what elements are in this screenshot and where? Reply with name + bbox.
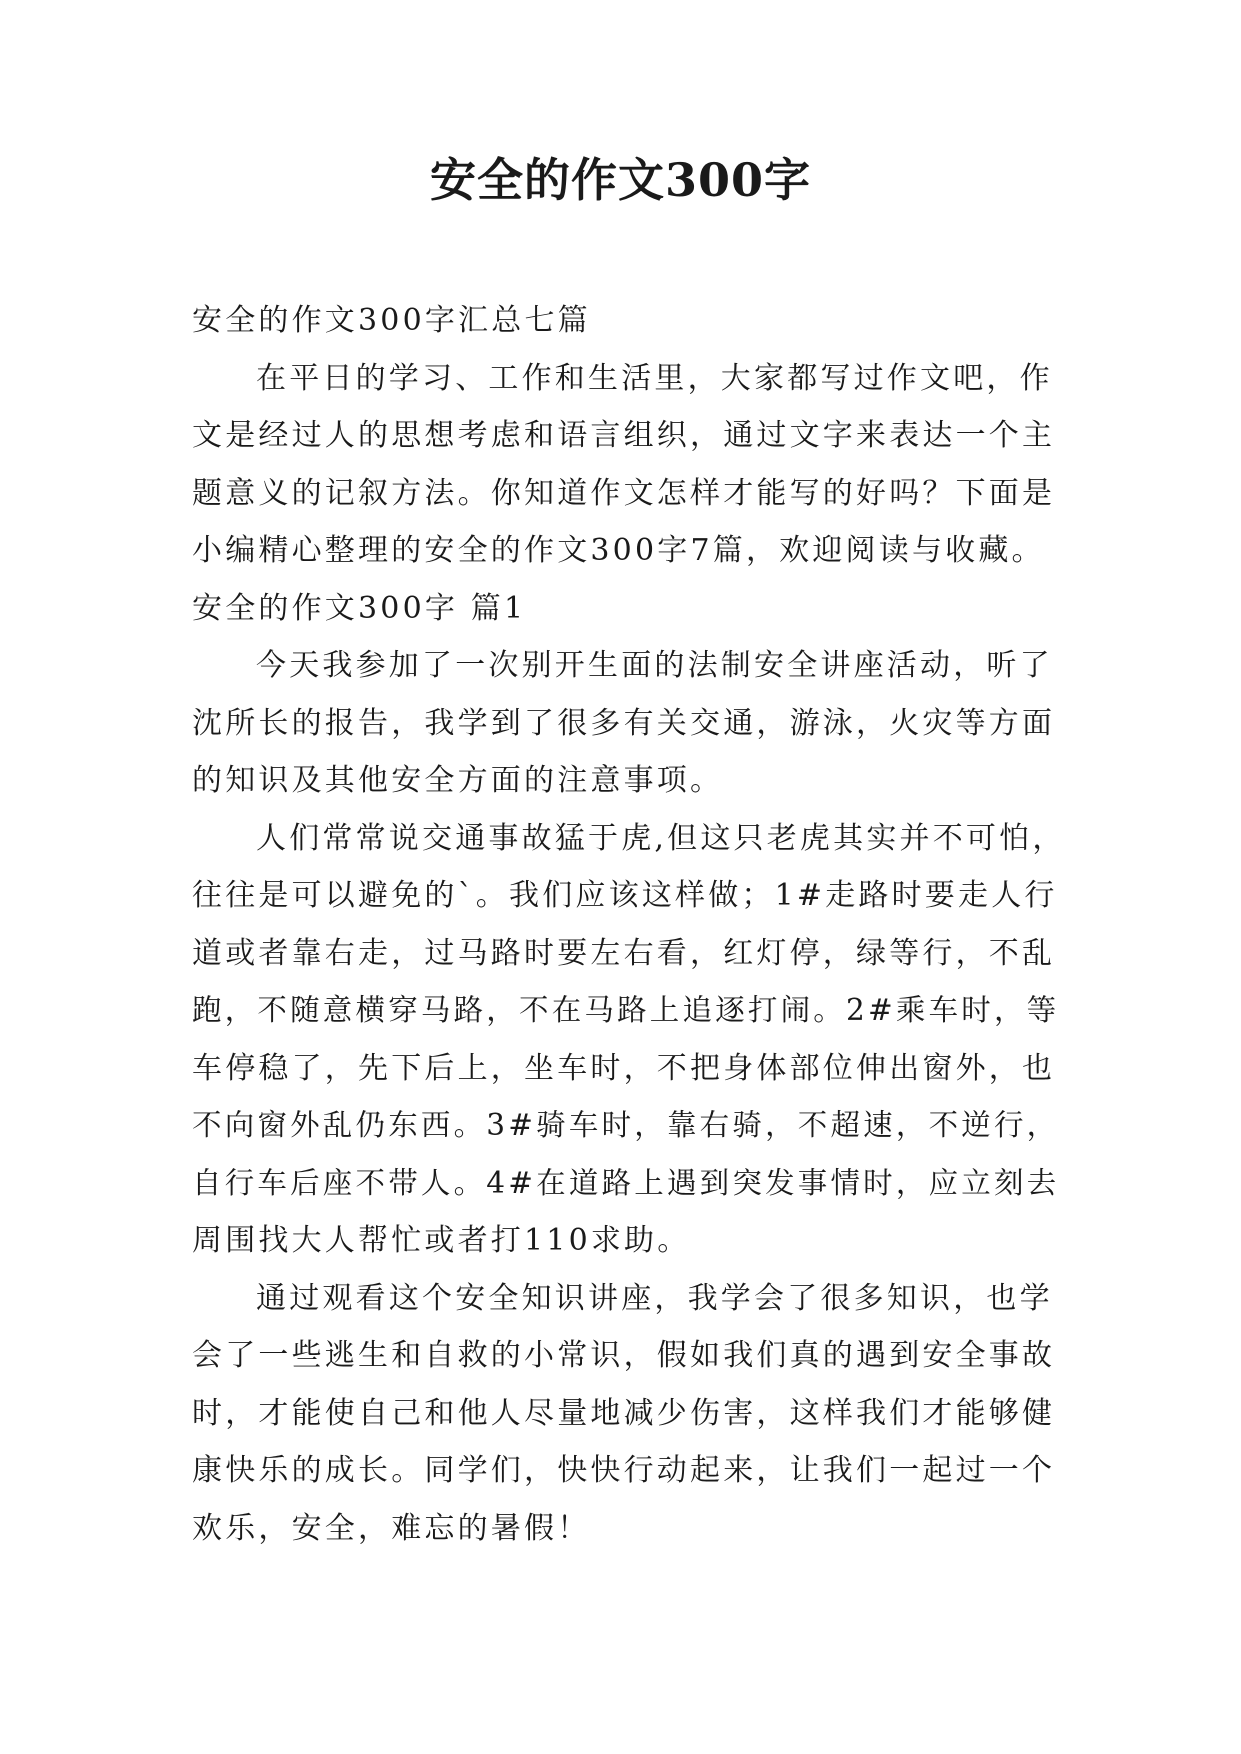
section-heading: 安全的作文300字 篇1 xyxy=(192,590,527,626)
document-title: 安全的作文300字 xyxy=(429,153,812,207)
subtitle-line: 安全的作文300字汇总七篇 xyxy=(192,303,591,338)
paragraph-line: 周围找大人帮忙或者打110求助。 xyxy=(192,1223,691,1258)
paragraph-line: 自行车后座不带人。4#在道路上遇到突发事情时，应立刻去 xyxy=(192,1165,1060,1200)
paragraph-line: 跑，不随意横穿马路，不在马路上追逐打闹。2#乘车时，等 xyxy=(192,993,1060,1027)
paragraph-line: 沈所长的报告，我学到了很多有关交通，游泳，火灾等方面 xyxy=(192,705,1056,741)
paragraph-line: 往往是可以避免的`。我们应该这样做；1#走路时要走人行 xyxy=(192,878,1058,913)
paragraph-line: 人们常常说交通事故猛于虎,但这只老虎其实并不可怕， xyxy=(256,820,1066,856)
paragraph-line: 欢乐，安全，难忘的暑假！ xyxy=(192,1510,591,1546)
paragraph-line: 的知识及其他安全方面的注意事项。 xyxy=(192,763,724,798)
paragraph-line: 康快乐的成长。同学们，快快行动起来，让我们一起过一个 xyxy=(192,1453,1056,1488)
document-body xyxy=(192,292,1072,1557)
intro-line: 文是经过人的思想考虑和语言组织，通过文字来表达一个主 xyxy=(192,418,1056,453)
intro-line: 小编精心整理的安全的作文300字7篇，欢迎阅读与收藏。 xyxy=(192,533,1045,568)
intro-line: 题意义的记叙方法。你知道作文怎样才能写的好吗？下面是 xyxy=(192,475,1056,511)
paragraph-line: 今天我参加了一次别开生面的法制安全讲座活动，听了 xyxy=(256,648,1053,683)
paragraph-line: 道或者靠右走，过马路时要左右看，红灯停，绿等行，不乱 xyxy=(192,935,1056,971)
paragraph-line: 会了一些逃生和自救的小常识，假如我们真的遇到安全事故 xyxy=(192,1338,1056,1373)
intro-line: 在平日的学习、工作和生活里，大家都写过作文吧，作 xyxy=(256,360,1053,396)
paragraph-line: 通过观看这个安全知识讲座，我学会了很多知识，也学 xyxy=(256,1280,1053,1316)
paragraph-line: 车停稳了，先下后上，坐车时，不把身体部位伸出窗外，也 xyxy=(192,1050,1056,1086)
paragraph-line: 时，才能使自己和他人尽量地减少伤害，这样我们才能够健 xyxy=(192,1395,1056,1431)
paragraph-line: 不向窗外乱仍东西。3#骑车时，靠右骑，不超速，不逆行， xyxy=(192,1108,1060,1142)
